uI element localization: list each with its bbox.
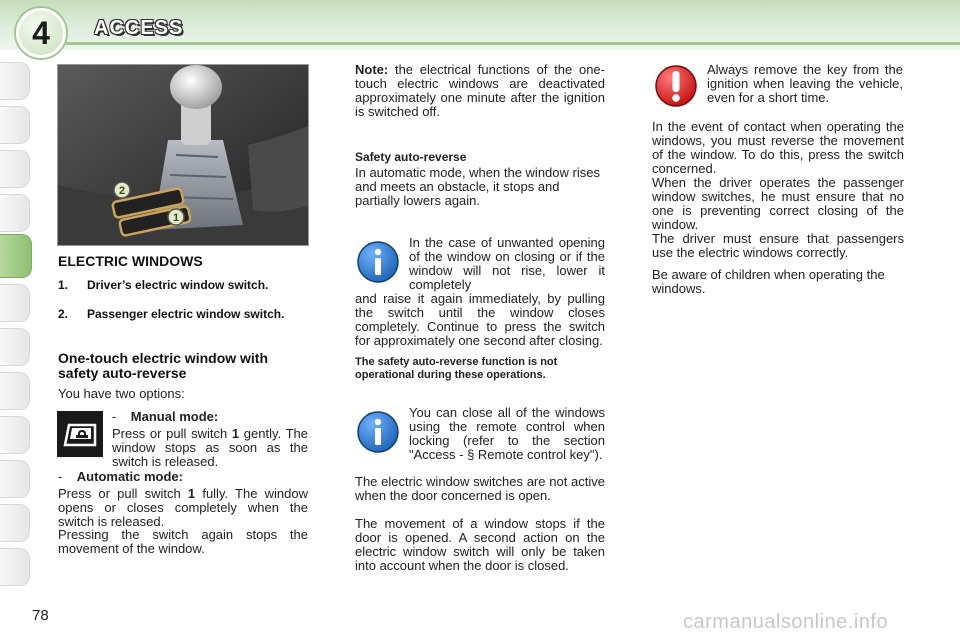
automatic-mode-text-2: Pressing the switch again stops the movement of the window. (58, 527, 308, 556)
manual-mode-label: Manual mode: (130, 409, 219, 424)
chapter-tab[interactable] (0, 548, 30, 586)
chapter-tab[interactable] (0, 416, 30, 454)
manual-mode-text (112, 427, 308, 469)
note-text: the electrical functions of the one-touch electric windows are deactivated approximately one minute after the ignition is switched off. (355, 62, 605, 119)
auto-text-b: fully. The window opens or closes completely when the switch is released. (58, 486, 308, 529)
section-title: ELECTRIC WINDOWS (58, 253, 203, 269)
right-para-3: The driver must ensure that passengers use the electric windows correctly. (652, 231, 904, 260)
right-para-1: In the event of contact when operating the windows, you must reverse the movement of the window. To do this, press the switch concerned. (652, 119, 904, 176)
note-label: Note: (355, 62, 389, 77)
info1-lead: In the case of unwanted opening of the window on closing or if the window will not rise, lower it completely (409, 235, 605, 292)
dash: - (58, 469, 63, 484)
middle-para-b: The movement of a window stops if the door is opened. A second action on the electric window switch will only be taken into account when the door is closed. (355, 516, 605, 573)
manual-text-b: gently. The window stops as soon as the switch is released. (112, 426, 308, 469)
chapter-badge (16, 8, 66, 58)
middle-para-a: The electric window switches are not active when the door concerned is open. (355, 474, 605, 503)
chapter-tab[interactable] (0, 504, 30, 542)
right-para-2: When the driver operates the passenger window switches, he must ensure that no one is preventing correct closing of the window. (652, 175, 904, 232)
subheading: One-touch electric window with safety auto-reverse (58, 350, 269, 381)
info1-rest: and raise it again immediately, by pulling the switch until the window closes completely. Continue to press the switch for approximately one second after closing. (355, 291, 605, 348)
chapter-tabs (0, 62, 34, 582)
list-number: 2. (58, 307, 69, 321)
page-number: 78 (32, 607, 49, 624)
safety-text: In automatic mode, when the window rises and meets an obstacle, it stops and partially lowers again. (355, 165, 600, 208)
chapter-tab[interactable] (0, 372, 30, 410)
manual-switch-ref: 1 (231, 426, 240, 441)
manual-text-a: Press or pull switch (112, 426, 232, 441)
warning-icon (654, 64, 698, 108)
auto-switch-ref: 1 (187, 486, 196, 501)
automatic-mode-heading (58, 470, 308, 484)
chapter-title: ACCESS (94, 17, 184, 39)
chapter-tab[interactable] (0, 106, 30, 144)
automatic-mode-text (58, 487, 308, 529)
chapter-tab[interactable] (0, 328, 30, 366)
chapter-number: 4 (32, 15, 50, 51)
info1-bold: The safety auto-reverse function is not operational during these operations. (355, 356, 558, 381)
info2-lead: You can close all of the windows using the remote control when locking (refer to the section "Access - § Remote control key"). (409, 405, 605, 462)
info-icon (356, 410, 400, 454)
info-icon (356, 240, 400, 284)
safety-title: Safety auto-reverse (355, 150, 467, 164)
note-paragraph (355, 63, 605, 119)
dash: - (112, 409, 117, 424)
chapter-tab-active[interactable] (0, 234, 32, 278)
list-label: Passenger electric window switch. (87, 307, 285, 321)
auto-text-a: Press or pull switch (58, 486, 188, 501)
automatic-mode-label: Automatic mode: (76, 469, 183, 484)
manual-mode-heading (112, 410, 308, 424)
photo-callout-1: 1 (172, 212, 180, 224)
chapter-tab[interactable] (0, 62, 30, 100)
chapter-tab[interactable] (0, 150, 30, 188)
chapter-tab[interactable] (0, 284, 30, 322)
intro-text: You have two options: (58, 386, 185, 401)
watermark: carmanualsonline.info (683, 611, 889, 633)
list-number: 1. (58, 278, 69, 292)
photo-callout-2: 2 (118, 185, 126, 197)
right-para-4: Be aware of children when operating the windows. (652, 267, 885, 296)
window-switches-photo (57, 64, 309, 246)
warning-lead: Always remove the key from the ignition when leaving the vehicle, even for a short time. (707, 62, 903, 105)
chapter-tab[interactable] (0, 194, 30, 232)
console-illustration (58, 65, 309, 246)
list-label: Driver’s electric window switch. (87, 278, 269, 292)
chapter-tab[interactable] (0, 460, 30, 498)
header-rule (60, 42, 960, 45)
child-lock-icon (57, 411, 103, 457)
